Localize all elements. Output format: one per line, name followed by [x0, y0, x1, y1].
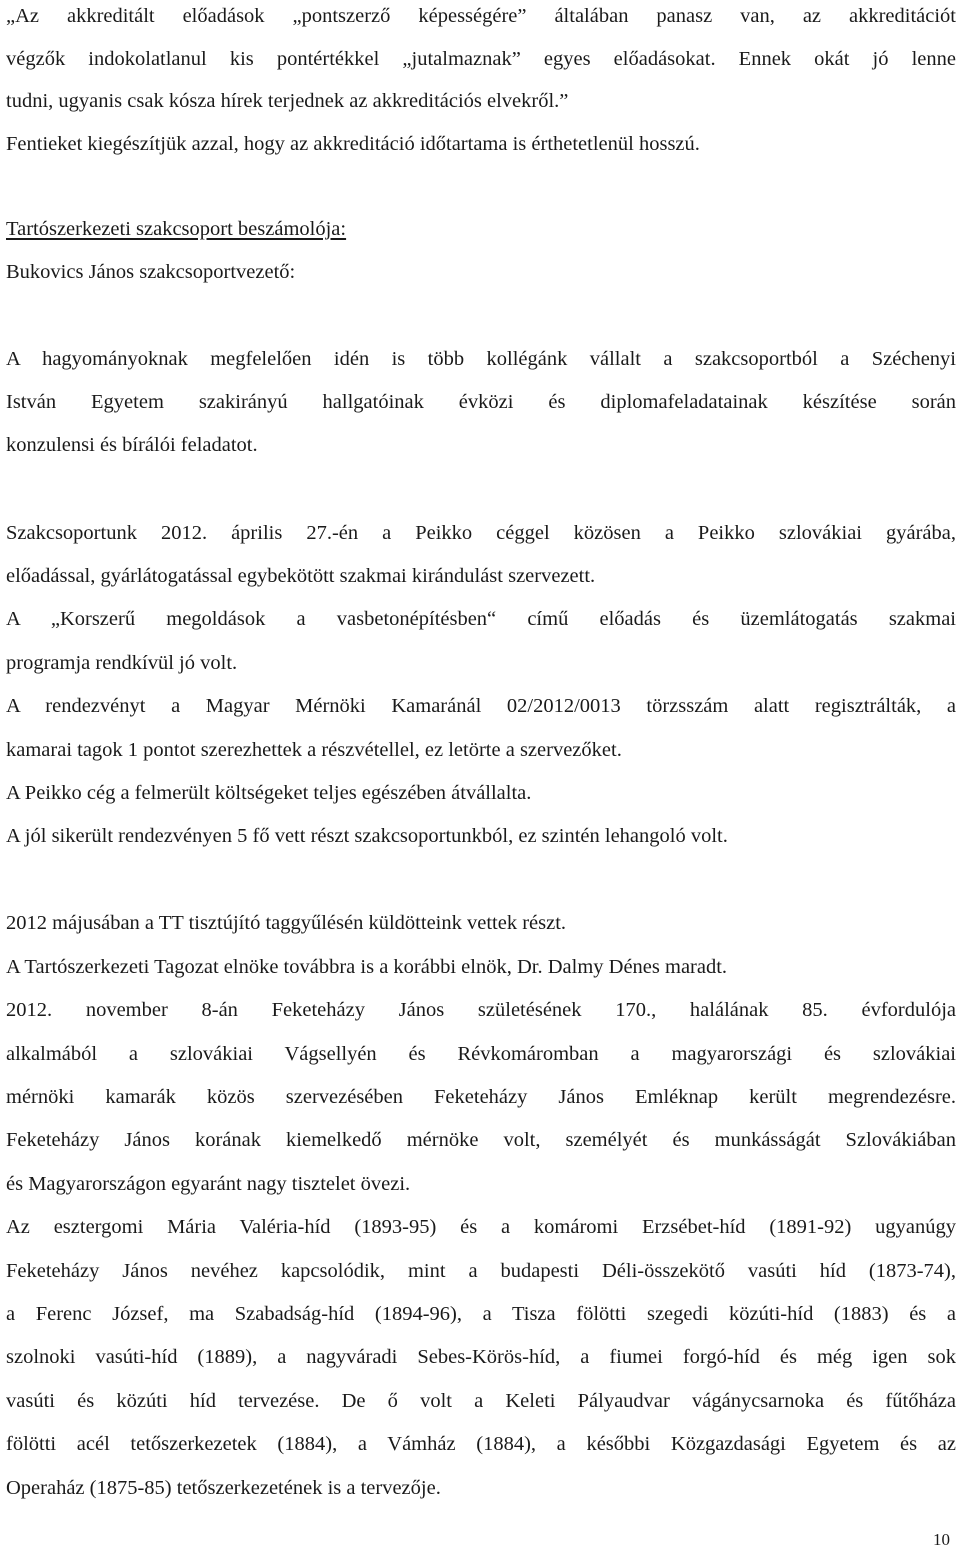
text-line: István Egyetem szakirányú hallgatóinak évközi és diplomafeladatainak készítése során [6, 391, 956, 413]
text-line: Fentieket kiegészítjük azzal, hogy az akkreditáció időtartama is érthetetlenül hosszú. [6, 133, 700, 155]
text-line: Az esztergomi Mária Valéria-híd (1893-95) és a komáromi Erzsébet-híd (1891-92) ugyanúgy [6, 1216, 956, 1238]
text-line: szolnoki vasúti-híd (1889), a nagyváradi Sebes-Körös-híd, a fiumei forgó-híd és még igen sok [6, 1346, 956, 1368]
text-line: „Az akkreditált előadások „pontszerző képességére” általában panasz van, az akkreditációt [6, 5, 956, 27]
text-line: A Tartószerkezeti Tagozat elnöke továbbra is a korábbi elnök, Dr. Dalmy Dénes maradt. [6, 956, 728, 978]
text-line: programja rendkívül jó volt. [6, 652, 238, 674]
text-line: a Ferenc József, ma Szabadság-híd (1894-96), a Tisza fölötti szegedi közúti-híd (1883) és a [6, 1303, 956, 1325]
text-line: vasúti és közúti híd tervezése. De ő volt a Keleti Pályaudvar vágánycsarnoka és fűtőháza [6, 1390, 956, 1412]
text-line: kamarai tagok 1 pontot szerezhettek a részvétellel, ez letörte a szervezőket. [6, 739, 622, 761]
text-line: Feketeházy János korának kiemelkedő mérnöke volt, személyét és munkásságát Szlovákiában [6, 1129, 956, 1151]
page-number: 10 [933, 1530, 950, 1549]
text-line: 2012 májusában a TT tisztújító taggyűlésén küldötteink vettek részt. [6, 912, 567, 934]
text-line: A Peikko cég a felmerült költségeket teljes egészében átvállalta. [6, 782, 532, 804]
text-line: Feketeházy János nevéhez kapcsolódik, mint a budapesti Déli-összekötő vasúti híd (1873-74), [6, 1260, 956, 1282]
text-line: 2012. november 8-án Feketeházy János születésének 170., halálának 85. évfordulója [6, 999, 956, 1021]
text-line: A hagyományoknak megfelelően idén is több kollégánk vállalt a szakcsoportból a Széchenyi [6, 348, 956, 370]
text-line: előadással, gyárlátogatással egybekötött szakmai kirándulást szervezett. [6, 565, 596, 587]
text-line: fölötti acél tetőszerkezetek (1884), a Vámház (1884), a későbbi Közgazdasági Egyetem és az [6, 1433, 956, 1455]
text-line: konzulensi és bírálói feladatot. [6, 434, 258, 456]
text-line: A rendezvényt a Magyar Mérnöki Kamaránál 02/2012/0013 törzsszám alatt regisztrálták, a [6, 695, 956, 717]
section-subheading: Bukovics János szakcsoportvezető: [6, 261, 296, 283]
text-line: A „Korszerű megoldások a vasbetonépítésben“ című előadás és üzemlátogatás szakmai [6, 608, 956, 630]
text-line: mérnöki kamarák közös szervezésében Feketeházy János Emléknap került megrendezésre. [6, 1086, 956, 1108]
section-heading: Tartószerkezeti szakcsoport beszámolója: [6, 218, 347, 240]
text-line: végzők indokolatlanul kis pontértékkel „jutalmaznak” egyes előadásokat. Ennek okát jó lenne [6, 48, 956, 70]
text-line: alkalmából a szlovákiai Vágsellyén és Révkomáromban a magyarországi és szlovákiai [6, 1043, 956, 1065]
text-line: Operaház (1875-85) tetőszerkezetének is a tervezője. [6, 1477, 441, 1499]
text-line: és Magyarországon egyaránt nagy tisztelet övezi. [6, 1173, 411, 1195]
text-line: tudni, ugyanis csak kósza hírek terjednek az akkreditációs elvekről.” [6, 90, 569, 112]
text-line: A jól sikerült rendezvényen 5 fő vett részt szakcsoportunkból, ez szintén lehangoló volt. [6, 825, 728, 847]
text-line: Szakcsoportunk 2012. április 27.-én a Peikko céggel közösen a Peikko szlovákiai gyárába, [6, 522, 956, 544]
